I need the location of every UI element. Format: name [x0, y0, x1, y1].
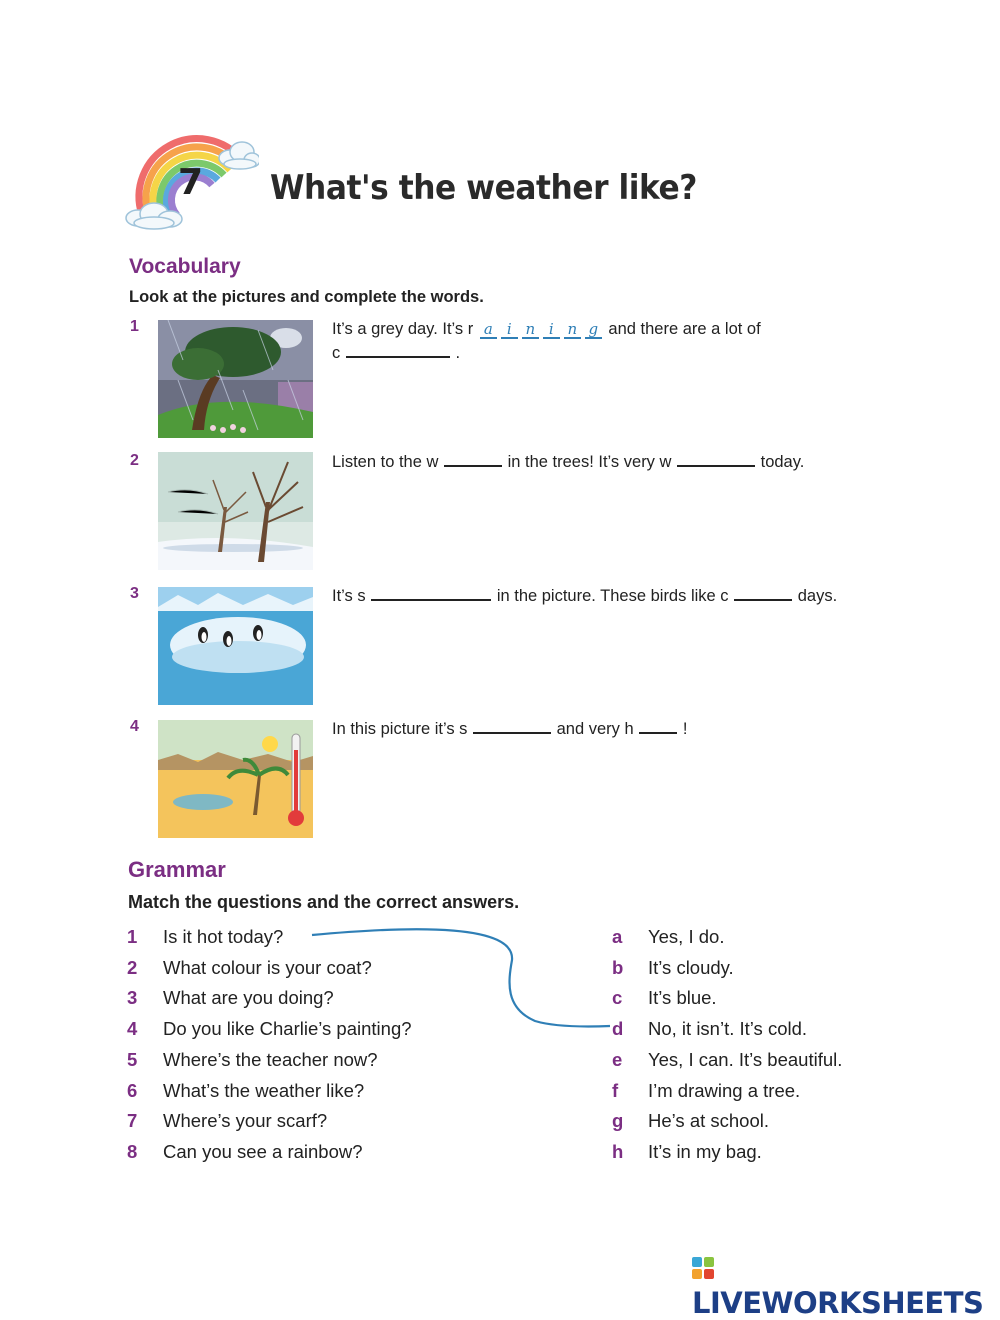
question-text: Is it hot today?	[163, 926, 284, 947]
answer-letter[interactable]: n	[564, 321, 581, 339]
answer-letter-label: b	[612, 956, 624, 978]
answer-item[interactable]	[612, 1106, 842, 1137]
question-text: Where’s your scarf?	[163, 1110, 328, 1132]
vocab-item-number: 1	[130, 318, 139, 335]
word-blank[interactable]	[639, 718, 677, 734]
answer-item[interactable]	[612, 983, 842, 1014]
page-title: What's the weather like?	[270, 168, 697, 208]
question-text: What colour is your coat?	[163, 956, 372, 978]
sentence-text: In this picture it’s s	[332, 720, 468, 738]
sentence-text: It’s a grey day. It’s r	[332, 320, 474, 338]
sentence-text: !	[682, 720, 688, 738]
answer-item[interactable]	[612, 1137, 842, 1168]
answer-item[interactable]	[612, 1076, 842, 1107]
sentence-text: in the picture. These birds like c	[496, 587, 729, 605]
answer-letter-label: f	[612, 1079, 619, 1101]
sentence-text: in the trees! It’s very w	[507, 453, 672, 471]
rain-picture	[158, 320, 313, 438]
sentence-text: days.	[797, 587, 838, 605]
vocab-item-number: 4	[130, 718, 139, 735]
sentence-text: It’s s	[332, 587, 366, 605]
sun-picture	[158, 720, 313, 838]
answer-letter[interactable]: a	[480, 321, 497, 339]
question-text: Do you like Charlie’s painting?	[163, 1018, 412, 1040]
vocabulary-instruction: Look at the pictures and complete the words.	[129, 288, 484, 306]
sentence-text: and very h	[556, 720, 634, 738]
question-number: 7	[127, 1110, 138, 1132]
word-blank[interactable]	[734, 585, 792, 601]
grammar-heading: Grammar	[128, 857, 226, 882]
grammar-instruction: Match the questions and the correct answers.	[128, 892, 520, 912]
answer-text: It’s cloudy.	[648, 956, 734, 978]
answer-text: Yes, I can. It’s beautiful.	[648, 1048, 843, 1070]
question-number: 1	[127, 926, 138, 947]
vocab-sentence-4	[332, 714, 687, 744]
vocab-item-number: 2	[130, 452, 139, 469]
sentence-text: today.	[760, 453, 805, 471]
word-blank[interactable]	[444, 451, 502, 467]
word-blank[interactable]	[677, 451, 755, 467]
question-item[interactable]	[127, 1076, 412, 1107]
vocab-sentence-1-line-2	[332, 338, 460, 368]
answer-letter[interactable]: i	[501, 321, 518, 339]
answer-letter-label: h	[612, 1140, 624, 1162]
answer-letter-label: g	[612, 1110, 624, 1132]
question-number: 3	[127, 987, 138, 1009]
liveworksheets-logo	[692, 1252, 1000, 1320]
sentence-text: and there are a lot of	[608, 320, 761, 338]
snow-picture	[158, 587, 313, 705]
answer-item[interactable]	[612, 1045, 842, 1076]
question-item[interactable]	[127, 1045, 412, 1076]
question-item[interactable]	[127, 1106, 412, 1137]
question-number: 2	[127, 956, 138, 978]
answer-letter-label: a	[612, 926, 623, 947]
logo-icon	[692, 1257, 714, 1279]
match-line	[300, 920, 620, 1040]
answer-item[interactable]	[612, 1014, 842, 1045]
question-number: 5	[127, 1048, 138, 1070]
unit-number: 7	[178, 162, 204, 203]
answer-list	[612, 922, 842, 1168]
sentence-text: Listen to the w	[332, 453, 439, 471]
vocab-sentence-2	[332, 447, 804, 477]
vocab-item-number: 3	[130, 585, 139, 602]
answer-letter[interactable]: n	[522, 321, 539, 339]
question-number: 6	[127, 1079, 138, 1101]
vocab-sentence-3	[332, 581, 837, 611]
answer-item[interactable]	[612, 922, 842, 953]
wind-picture	[158, 452, 313, 570]
answer-text: He’s at school.	[648, 1110, 769, 1132]
answer-letter[interactable]: i	[543, 321, 560, 339]
answer-letter-label: e	[612, 1048, 623, 1070]
question-text: What’s the weather like?	[163, 1079, 365, 1101]
answer-text: It’s blue.	[648, 987, 717, 1009]
answer-text: I’m drawing a tree.	[648, 1079, 801, 1101]
sentence-text: .	[455, 344, 461, 362]
question-number: 8	[127, 1140, 138, 1162]
answer-text: Yes, I do.	[648, 926, 725, 947]
question-item[interactable]	[127, 1137, 412, 1168]
word-blank[interactable]	[346, 342, 450, 358]
logo-text: LIVEWORKSHEETS	[692, 1286, 984, 1320]
vocabulary-heading: Vocabulary	[129, 255, 241, 278]
question-number: 4	[127, 1018, 138, 1040]
answer-text: No, it isn’t. It’s cold.	[648, 1018, 808, 1040]
answer-letter-label: c	[612, 987, 623, 1009]
word-blank[interactable]	[473, 718, 551, 734]
word-blank[interactable]	[371, 585, 491, 601]
answer-text: It’s in my bag.	[648, 1140, 762, 1162]
answer-letter[interactable]: g	[585, 321, 602, 339]
question-text: Where’s the teacher now?	[163, 1048, 378, 1070]
sentence-text: c	[332, 344, 341, 362]
answer-item[interactable]	[612, 953, 842, 984]
question-text: What are you doing?	[163, 987, 334, 1009]
answer-letter-label: d	[612, 1018, 624, 1040]
question-text: Can you see a rainbow?	[163, 1140, 363, 1162]
